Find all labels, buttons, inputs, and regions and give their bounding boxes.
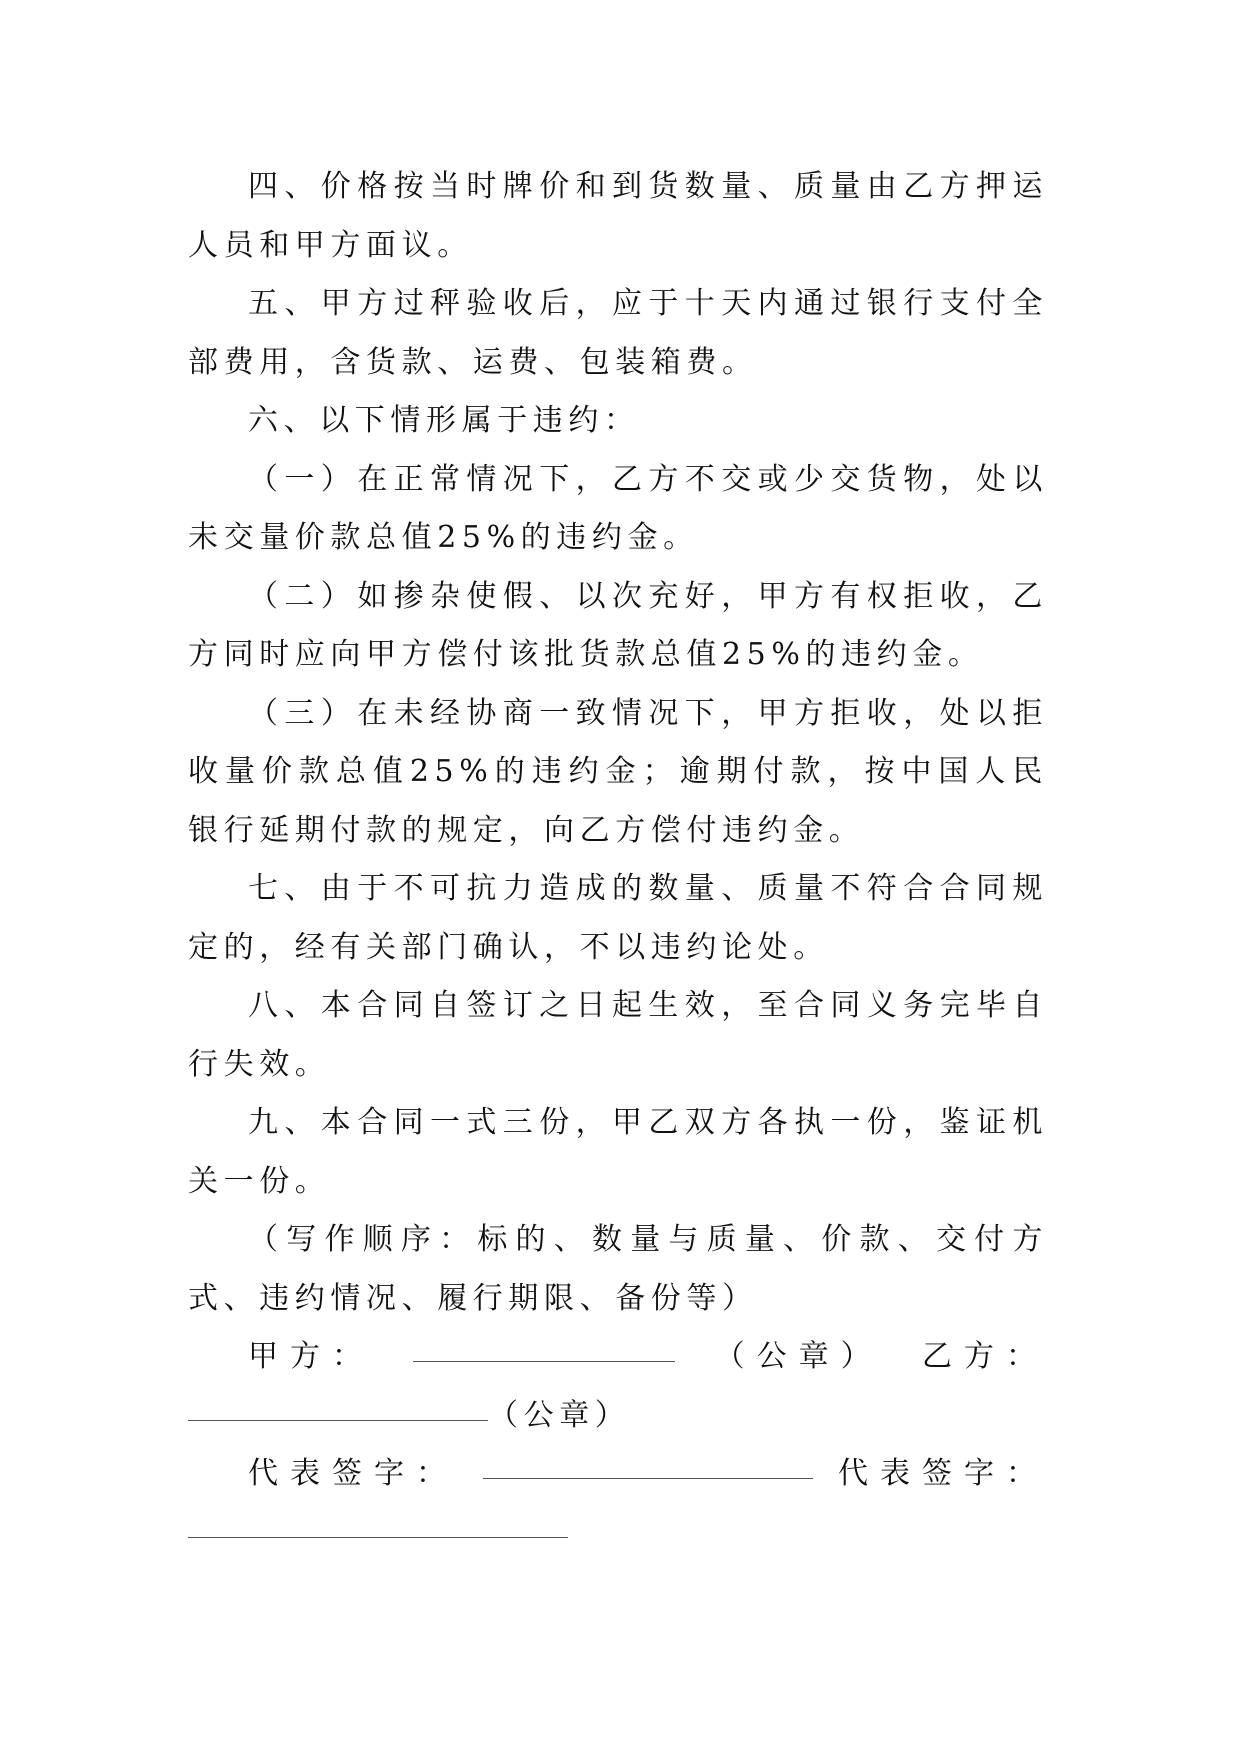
clause-6-item-1: （一）在正常情况下，乙方不交或少交货物，处以未交量价款总值25%的违约金。	[188, 461, 1048, 555]
clause-8-effectiveness: 八、本合同自签订之日起生效，至合同义务完毕自行失效。	[188, 988, 1048, 1082]
representative-signature-line	[188, 1445, 1048, 1504]
clause-6-breach-heading: 六、以下情形属于违约：	[248, 403, 640, 438]
rep-b-signature-line	[188, 1504, 1048, 1563]
party-b-blank[interactable]	[188, 1420, 488, 1421]
clause-6-item-2: （二）如掺杂使假、以次充好，甲方有权拒收，乙方同时应向甲方偿付该批货款总值25%的违约金。	[188, 578, 1048, 672]
party-b-label: 乙方：	[921, 1339, 1048, 1374]
party-a-seal: （公章）	[714, 1339, 883, 1374]
party-a-blank[interactable]	[413, 1361, 675, 1362]
rep-a-label: 代表签字：	[248, 1456, 458, 1491]
writing-order-note: （写作顺序：标的、数量与质量、价款、交付方式、违约情况、履行期限、备份等）	[188, 1222, 1048, 1316]
clause-9-copies: 九、本合同一式三份，甲乙双方各执一份，鉴证机关一份。	[188, 1105, 1048, 1199]
rep-b-label: 代表签字：	[838, 1456, 1048, 1491]
party-b-signature-line	[188, 1387, 1048, 1446]
clause-7-force-majeure: 七、由于不可抗力造成的数量、质量不符合合同规定的，经有关部门确认，不以违约论处。	[188, 871, 1048, 965]
rep-b-blank[interactable]	[188, 1537, 568, 1538]
rep-a-blank[interactable]	[483, 1478, 813, 1479]
clause-5-payment: 五、甲方过秤验收后，应于十天内通过银行支付全部费用，含货款、运费、包装箱费。	[188, 286, 1048, 380]
party-signature-line	[188, 1328, 1048, 1387]
party-a-label: 甲方：	[248, 1339, 374, 1374]
clause-4-price: 四、价格按当时牌价和到货数量、质量由乙方押运人员和甲方面议。	[188, 169, 1048, 263]
clause-6-item-3: （三）在未经协商一致情况下，甲方拒收，处以拒收量价款总值25%的违约金；逾期付款，按中国人民银行延期付款的规定，向乙方偿付违约金。	[188, 695, 1048, 848]
party-b-seal: （公章）	[488, 1397, 631, 1433]
contract-body	[188, 158, 1048, 1562]
